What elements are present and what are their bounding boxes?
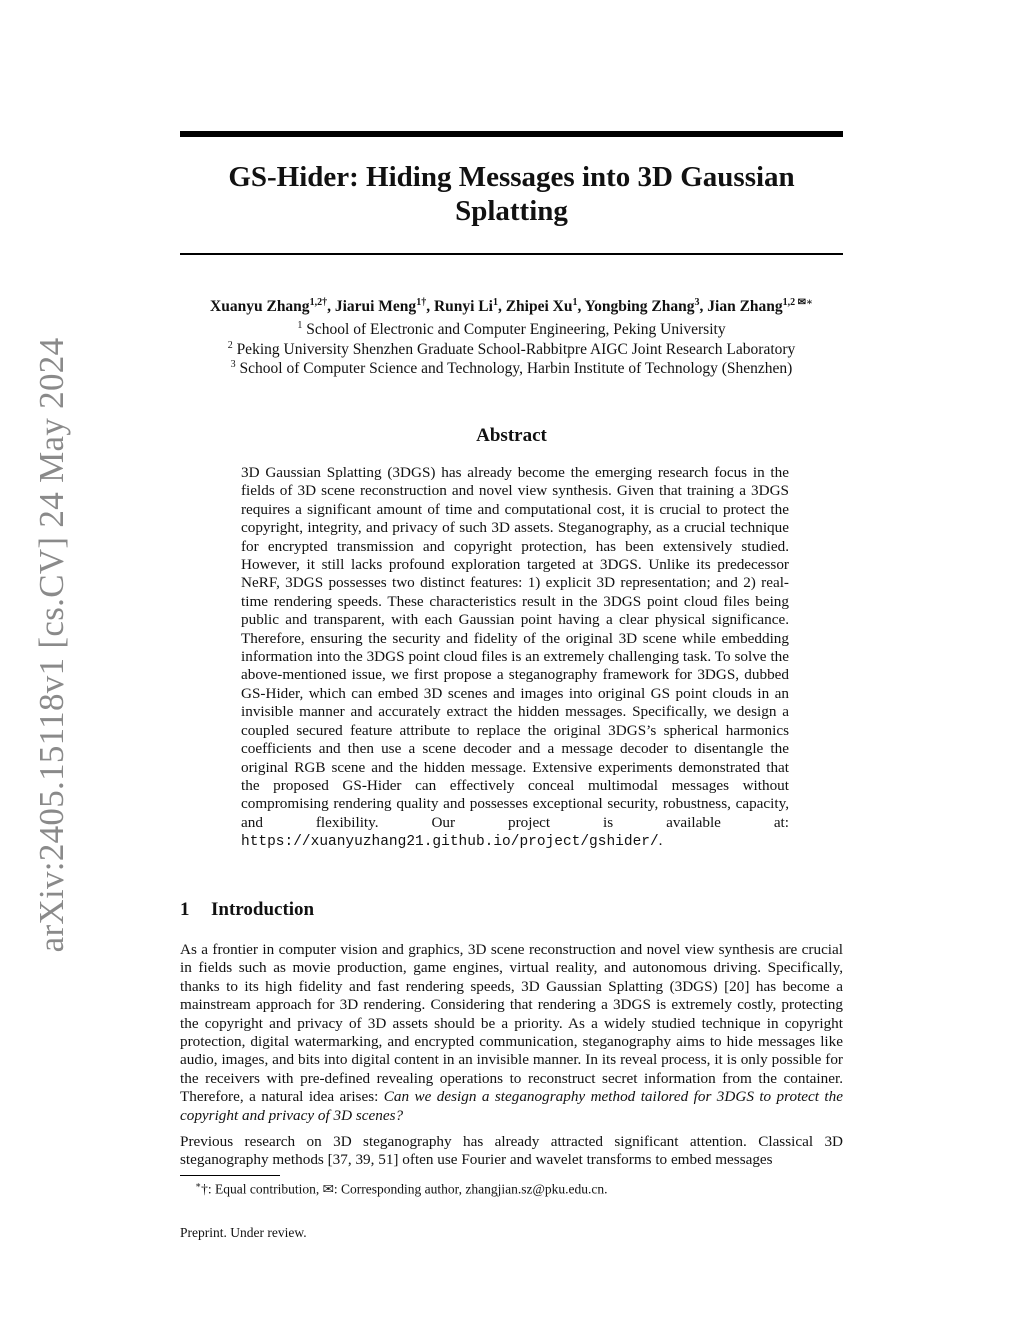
- author-list: Xuanyu Zhang$^{1,2\dagger}$, Jiarui Meng$^{1\dagger}$, Runyi Li$^1$, Zhipei Xu$^1$, Yongbing Zhang$^3$, Jian Zhang$^{1,2 ✉∗}$: [210, 296, 813, 315]
- author-name: Jiarui Meng: [334, 298, 417, 315]
- author-name: Zhipei Xu: [505, 298, 573, 315]
- author-affil-marker: 1: [572, 296, 578, 308]
- author-affil-marker: 1: [492, 296, 498, 308]
- author-affil-marker: 1,2 ✉∗: [782, 296, 813, 308]
- author-name: Yongbing Zhang: [584, 298, 695, 315]
- section-title: Introduction: [211, 899, 315, 920]
- author-name: Runyi Li: [433, 298, 493, 315]
- affiliation: [150, 359, 873, 379]
- project-url-link[interactable]: https://xuanyuzhang21.github.io/project/gshider/: [241, 834, 659, 851]
- introduction-body: [180, 941, 843, 1178]
- footnote: [195, 1180, 608, 1198]
- affiliation-number: 1: [297, 319, 303, 331]
- footnote-rule: [180, 1175, 280, 1176]
- paragraph: Previous research on 3D steganography has already attracted significant attention. Classical 3D steganography methods [37, 39, 51] often use Fourier and wavelet transforms to embed messages: [180, 1133, 843, 1169]
- author-name: Jian Zhang: [707, 298, 783, 315]
- author-affil-marker: 3: [694, 296, 700, 308]
- footnote-text: †: Equal contribution, ✉: Corresponding author, zhangjian.sz@pku.edu.cn.: [201, 1181, 608, 1197]
- title-bottom-rule: [180, 253, 843, 255]
- preprint-status: Preprint. Under review.: [180, 1225, 307, 1240]
- author-affil-marker: 1†: [416, 296, 427, 308]
- research-question: Can we design a steganography method tailored for 3DGS to protect the copyright and privacy of 3D scenes?: [180, 1088, 843, 1124]
- paragraph: [180, 941, 843, 1125]
- affiliation-list: [150, 320, 873, 379]
- affiliation-number: 2: [227, 339, 233, 351]
- footnote-marker: ∗: [195, 1180, 202, 1190]
- arxiv-identifier: arXiv:2405.15118v1 [cs.CV] 24 May 2024: [32, 337, 71, 953]
- paper-title: GS-Hider: Hiding Messages into 3D Gaussian Splatting: [228, 161, 795, 227]
- author-name: Xuanyu Zhang: [210, 298, 310, 315]
- abstract-heading: Abstract: [476, 425, 547, 446]
- affiliation-text: School of Computer Science and Technology, Harbin Institute of Technology (Shenzhen): [239, 360, 793, 377]
- affiliation: [150, 340, 873, 360]
- abstract-end: .: [658, 832, 663, 850]
- abstract-text: 3D Gaussian Splatting (3DGS) has already become the emerging research focus in the fields of 3D scene reconstruction and novel view synthesis. Given that training a 3DGS requires a significant amount of time and computational cost, it is crucial to protect the copyright, integrity, and privacy of such 3D assets. Steganography, as a crucial technique for encrypted transmission and copyright protection, has been extensively studied. However, it still lacks profound exploration targeted at 3DGS. Unlike its predecessor NeRF, 3DGS possesses two distinct features: 1) explicit 3D representation; and 2) real-time rendering speeds. These characteristics result in the 3DGS point cloud files being public and transparent, with each Gaussian point having a clear physical significance. Therefore, ensuring the security and fidelity of the original 3D scene while embedding information into the 3DGS point cloud files is an extremely challenging task. To solve the above-mentioned issue, we first propose a steganography framework for 3DGS, dubbed GS-Hider, which can embed 3D scenes and images into original GS point clouds in an invisible manner and accurately extract the hidden messages. Specifically, we design a coupled secured feature attribute to replace the original 3DGS’s spherical harmonics coefficients and then use a scene decoder and a message decoder to disentangle the original RGB scene and the hidden message. Extensive experiments demonstrated that the proposed GS-Hider can effectively conceal multimodal messages without compromising rendering quality and possesses exceptional security, robustness, capacity, and flexibility. Our project is available at:: [241, 464, 789, 831]
- affiliation-text: Peking University Shenzhen Graduate School-Rabbitpre AIGC Joint Research Laboratory: [236, 340, 796, 358]
- paragraph-text: As a frontier in computer vision and graphics, 3D scene reconstruction and novel view synthesis are crucial in fields such as movie production, game engines, virtual reality, and autonomous driving. Specifically, thanks to its high fidelity and fast rendering speeds, 3D Gaussian Splatting (3DGS) [20] has become a mainstream approach for 3D rendering. Considering that rendering a 3DGS is extremely costly, protecting the copyright and privacy of 3D assets should be a priority. As a widely studied technique in copyright protection, digital watermarking, and encrypted communication, steganography aims to hide messages like audio, images, and bits into digital content in an invisible manner. In its reveal process, it is only possible for the receivers with pre-defined revealing operations to reconstruct secret information from the container. Therefore, a natural idea arises:: [180, 941, 843, 1106]
- affiliation: [150, 320, 873, 340]
- section-heading: [180, 899, 314, 921]
- section-number: 1: [180, 899, 190, 920]
- abstract-body: [241, 464, 789, 852]
- affiliation-number: 3: [230, 358, 236, 370]
- title-top-rule: [180, 131, 843, 137]
- author-affil-marker: 1,2†: [309, 296, 328, 308]
- affiliation-text: School of Electronic and Computer Engineering, Peking University: [306, 321, 726, 338]
